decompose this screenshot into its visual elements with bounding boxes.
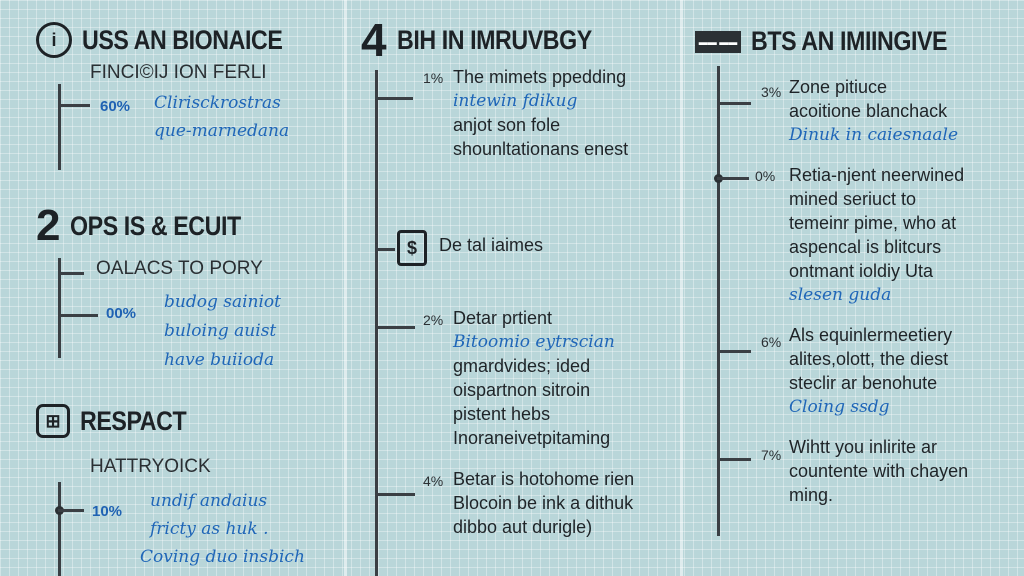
timeline-tick [58, 272, 84, 275]
body-line: Blocoin be ink a dithuk [453, 493, 634, 513]
body-line: Retia-njent neerwined [789, 165, 965, 185]
body-line: Detar prtient [453, 308, 553, 328]
timeline-tick [375, 248, 395, 251]
percent-label: 7% [761, 447, 782, 463]
section-heading: OPS IS & ECUIT [70, 210, 242, 241]
section-heading: USS AN BIONAICE [82, 24, 283, 55]
timeline-line [375, 70, 378, 576]
timeline-line [58, 482, 61, 576]
body-line: have buiioda [164, 350, 275, 370]
section-subheading: HATTRYOICK [90, 456, 211, 477]
dollar-icon: $ [397, 230, 427, 266]
body-line: Bitoomio eytrscian [453, 332, 615, 352]
body-line: temeinr pime, who at [789, 213, 957, 233]
body-line: Zone pitiuce [789, 77, 888, 97]
percent-label: 10% [92, 503, 123, 520]
body-line: budog sainiot [164, 292, 281, 312]
body-line: Betar is hotohome rien [453, 469, 635, 489]
body-line: ming. [789, 485, 834, 505]
percent-label: 2% [423, 312, 444, 328]
timeline-tick [375, 326, 415, 329]
box-plus-icon: ⊞ [36, 404, 70, 438]
column-left [0, 0, 344, 576]
body-line: buloing auist [164, 321, 277, 341]
timeline-tick [58, 104, 90, 107]
body-line: Als equinlermeetiery [789, 325, 953, 345]
body-line: anjot son fole [453, 115, 561, 135]
body-line: mined seriuct to [789, 189, 917, 209]
body-line: Coving duo insbich [140, 547, 305, 567]
body-line: Inoraneivetpitaming [453, 428, 611, 448]
timeline-tick [375, 97, 413, 100]
section-subheading: FINCI©IJ ION FERLI [90, 62, 267, 83]
percent-label: 0% [755, 168, 776, 184]
timeline-tick [58, 509, 84, 512]
body-line: fricty as huk . [150, 519, 269, 539]
percent-label: 4% [423, 473, 444, 489]
percent-label: 60% [100, 98, 131, 115]
timeline-tick [58, 314, 98, 317]
body-line: Clirisckrostras [154, 93, 281, 113]
percent-label: 6% [761, 334, 782, 350]
body-line: que-marnedana [154, 121, 290, 141]
column-right [683, 0, 1024, 576]
body-line: dibbo aut durigle) [453, 517, 593, 537]
circle-i-icon: i [36, 22, 72, 58]
section-header [361, 14, 623, 66]
body-line: undif andaius [150, 491, 268, 511]
body-line: aspencal is blitcurs [789, 237, 942, 257]
percent-label: 1% [423, 70, 444, 86]
body-line: pistent hebs [453, 404, 551, 424]
section-header [36, 404, 204, 438]
section-number: 4 [361, 14, 387, 66]
timeline-tick [375, 493, 415, 496]
section-header [36, 201, 269, 250]
body-line: Dinuk in caiesnaale [789, 125, 959, 145]
body-line: De tal iaimes [439, 235, 544, 255]
section-header [695, 26, 979, 57]
body-line: shounltationans enest [453, 139, 629, 159]
body-line: countente with chayen [789, 461, 969, 481]
body-line: slesen guda [789, 285, 892, 305]
ticket-icon: ▬▬ ▬▬ [695, 31, 741, 53]
section-number: 2 [36, 201, 61, 250]
section-heading: BTS AN IMIINGIVE [751, 26, 948, 56]
timeline-tick [717, 102, 751, 105]
timeline-line [717, 66, 720, 536]
body-line: intewin fdikug [453, 91, 578, 111]
body-line: steclir ar benohute [789, 373, 938, 393]
timeline-tick [717, 458, 751, 461]
percent-label: 3% [761, 84, 782, 100]
percent-label: 00% [106, 305, 137, 322]
body-line: acoitione blanchack [789, 101, 948, 121]
body-line: ontmant ioldiy Uta [789, 261, 934, 281]
section-heading: RESPACT [80, 405, 187, 436]
section-header [36, 22, 315, 58]
section-subheading: OALACS TO PORY [96, 258, 263, 279]
body-line: gmardvides; ided [453, 356, 591, 376]
body-line: Cloing ssdg [789, 397, 890, 417]
body-line: The mimets ppedding [453, 67, 627, 87]
timeline-line [58, 84, 61, 170]
timeline-tick [717, 350, 751, 353]
timeline-tick [717, 177, 749, 180]
section-heading: BIH IN IMRUVBGY [396, 24, 592, 55]
body-line: alites,olott, the diest [789, 349, 949, 369]
body-line: Wihtt you inlirite ar [789, 437, 938, 457]
body-line: oispartnon sitroin [453, 380, 591, 400]
column-middle [347, 0, 680, 576]
